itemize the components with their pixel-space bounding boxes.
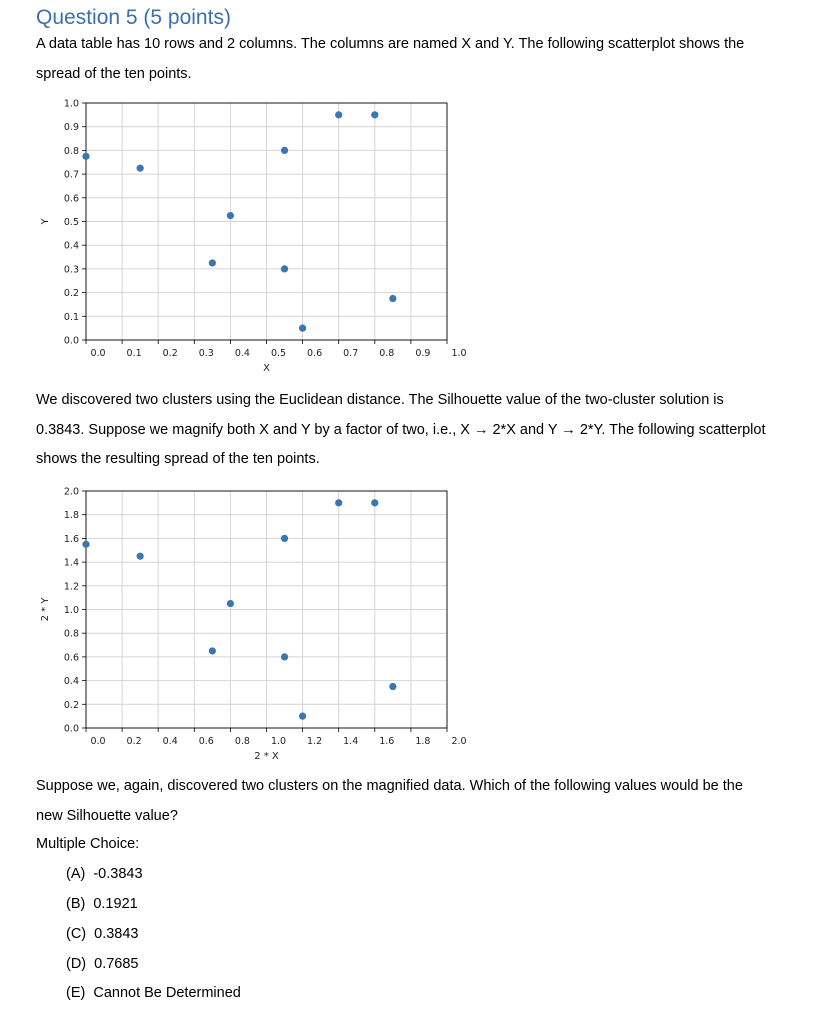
scatter2-point-4 [281, 535, 288, 542]
scatter2-grid [86, 491, 447, 728]
option-d-letter: (D) [66, 956, 87, 972]
scatter2-xtick-label-9: 1.8 [415, 736, 431, 747]
scatter1-xtick-label-0: 0.0 [90, 348, 106, 359]
scatter2-point-6 [299, 713, 306, 720]
scatter2-xtick-label-1: 0.2 [126, 736, 142, 747]
option-d[interactable] [66, 956, 139, 972]
scatter1-ytick-label-7: 0.7 [63, 169, 79, 181]
scatter1-ytick-label-9: 0.9 [63, 122, 79, 134]
scatter2-point-5 [281, 653, 288, 660]
option-b[interactable] [66, 896, 138, 912]
scatter2-xtick-label-7: 1.4 [343, 736, 359, 747]
middle-line-3: shows the resulting spread of the ten points. [36, 451, 320, 467]
scatter2-point-7 [335, 499, 342, 506]
scatter1-xtick-label-9: 0.9 [415, 348, 431, 359]
scatter1-point-2 [209, 259, 216, 266]
option-e-text: Cannot Be Determined [93, 985, 241, 1001]
scatter1-xtick-label-6: 0.6 [307, 348, 323, 359]
scatter2-ytick-label-4: 0.8 [63, 628, 79, 640]
option-b-text: 0.1921 [93, 896, 138, 912]
scatter2-svg [0, 478, 470, 763]
option-d-text: 0.7685 [94, 956, 139, 972]
middle-line-2: 0.3843. Suppose we magnify both X and Y by a factor of two, i.e., X → 2*X and Y → 2*Y. The following scatterplot [36, 421, 766, 438]
scatter2-point-3 [227, 600, 234, 607]
middle-paragraph [36, 386, 796, 475]
scatter1-point-8 [371, 111, 378, 118]
option-c-text: 0.3843 [94, 926, 139, 942]
scatter1-xtick-label-3: 0.3 [198, 348, 214, 359]
scatter2-ytick-label-5: 1.0 [63, 605, 79, 616]
intro-line-1: A data table has 10 rows and 2 columns. The columns are named X and Y. The following scatterplot shows the [36, 36, 745, 52]
scatter1-xtick-label-5: 0.5 [270, 348, 287, 359]
scatter1-ytick-label-10: 1.0 [63, 98, 79, 110]
option-e[interactable] [66, 985, 241, 1001]
scatter1-xtick-label-2: 0.2 [162, 348, 178, 359]
final-paragraph [36, 772, 796, 831]
scatter2-point-0 [82, 541, 89, 548]
scatter2-xtick-label-2: 0.4 [162, 736, 178, 747]
scatter1-ytick-label-4: 0.4 [63, 240, 79, 252]
scatterplot-original [0, 90, 470, 375]
scatter2-ytick-label-3: 0.6 [63, 652, 79, 664]
scatter2-xtick-label-4: 0.8 [234, 736, 250, 747]
scatter1-xtick-label-7: 0.7 [343, 348, 359, 359]
option-a-text: -0.3843 [93, 866, 143, 882]
scatter2-ytick-label-10: 2.0 [63, 486, 79, 498]
scatter1-point-7 [335, 111, 342, 118]
scatter1-point-4 [281, 147, 288, 154]
multiple-choice-label: Multiple Choice: [36, 836, 140, 852]
scatter1-point-9 [389, 295, 396, 302]
intro-line-2: spread of the ten points. [36, 65, 192, 82]
scatter2-xtick-label-6: 1.2 [307, 736, 323, 747]
scatter1-xtick-label-10: 1.0 [451, 348, 467, 359]
scatter1-xlabel: X [263, 363, 270, 374]
scatter1-ytick-label-5: 0.5 [63, 217, 79, 228]
scatter1-point-6 [299, 325, 306, 332]
scatter1-point-1 [137, 165, 144, 172]
scatter1-point-3 [227, 212, 234, 219]
scatter2-ylabel: 2 * Y [40, 597, 51, 622]
question-title: Question 5 (5 points) [36, 6, 231, 29]
scatter2-ytick-label-9: 1.8 [63, 510, 79, 522]
scatter1-xtick-label-1: 0.1 [126, 348, 142, 359]
scatter1-xtick-label-4: 0.4 [234, 348, 250, 359]
scatter1-ytick-label-3: 0.3 [63, 264, 79, 276]
scatter1-ylabel: Y [40, 218, 51, 225]
scatter2-ytick-label-8: 1.6 [63, 533, 79, 545]
scatter2-ytick-label-1: 0.2 [63, 699, 79, 711]
scatter1-ytick-label-1: 0.1 [63, 311, 79, 323]
final-line-1: Suppose we, again, discovered two clusters on the magnified data. Which of the following values would be the [36, 778, 743, 794]
scatter1-point-5 [281, 265, 288, 272]
scatter2-xtick-label-3: 0.6 [198, 736, 214, 747]
scatter2-xtick-label-0: 0.0 [90, 736, 106, 747]
scatter2-ytick-label-6: 1.2 [63, 581, 79, 593]
scatter2-point-2 [209, 647, 216, 654]
scatter1-ytick-label-8: 0.8 [63, 145, 79, 157]
option-c-letter: (C) [66, 926, 87, 942]
scatter1-xtick-label-8: 0.8 [379, 348, 395, 359]
scatter1-point-0 [82, 153, 89, 160]
scatter1-grid [86, 103, 447, 340]
scatter2-xtick-label-5: 1.0 [270, 736, 287, 747]
scatter2-xtick-label-8: 1.6 [379, 736, 395, 747]
option-b-letter: (B) [66, 896, 86, 912]
scatter2-xlabel: 2 * X [254, 751, 279, 762]
middle-line-1: We discovered two clusters using the Euclidean distance. The Silhouette value of the two-cluster solution is [36, 392, 724, 408]
scatter2-point-1 [137, 553, 144, 560]
scatter1-svg [0, 90, 470, 375]
option-c[interactable] [66, 926, 139, 942]
scatter2-ytick-label-2: 0.4 [63, 676, 79, 688]
scatter2-ytick-label-0: 0.0 [63, 723, 79, 735]
option-a-letter: (A) [66, 866, 86, 882]
scatter1-ytick-label-2: 0.2 [63, 288, 79, 300]
option-a[interactable] [66, 866, 143, 882]
final-line-2: new Silhouette value? [36, 807, 178, 824]
intro-paragraph [36, 30, 796, 89]
option-e-letter: (E) [66, 985, 86, 1001]
scatterplot-magnified [0, 478, 470, 763]
scatter2-point-8 [371, 499, 378, 506]
scatter1-ytick-label-6: 0.6 [63, 193, 79, 205]
scatter2-ytick-label-7: 1.4 [63, 557, 79, 569]
scatter2-xtick-label-10: 2.0 [451, 736, 467, 747]
scatter2-point-9 [389, 683, 396, 690]
scatter1-ytick-label-0: 0.0 [63, 335, 79, 347]
